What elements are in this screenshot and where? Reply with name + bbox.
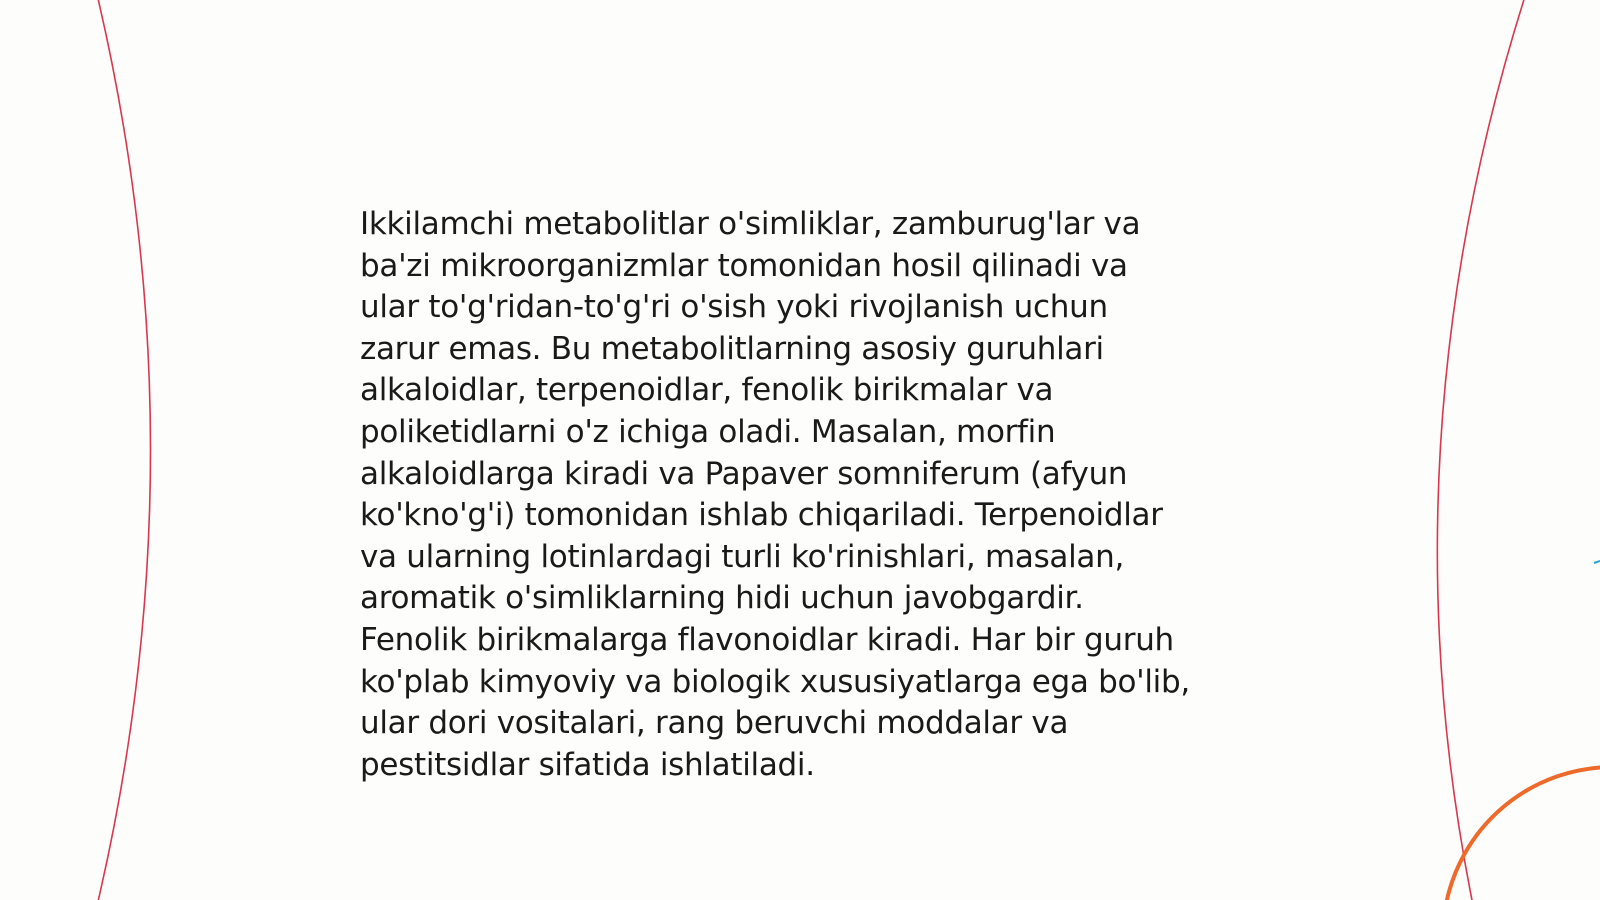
- right-curve-line: [1437, 0, 1527, 900]
- left-curve-line: [96, 0, 151, 900]
- body-paragraph: Ikkilamchi metabolitlar o'simliklar, zamburug'lar va ba'zi mikroorganizmlar tomonidan hosil qilinadi va ular to'g'ridan-to'g'ri o'sish yoki rivojlanish uchun zarur emas. Bu metabolitlarning asosiy guruhlari alkaloidlar, terpenoidlar, fenolik birikmalar va poliketidlarni o'z ichiga oladi. Masalan, morfin alkaloidlarga kiradi va Papaver somniferum (afyun ko'kno'g'i) tomonidan ishlab chiqariladi. Terpenoidlar va ularning lotinlardagi turli ko'rinishlari, masalan, aromatik o'simliklarning hidi uchun javobgardir. Fenolik birikmalarga flavonoidlar kiradi. Har bir guruh ko'plab kimyoviy va biologik xususiyatlarga ega bo'lib, ular dori vositalari, rang beruvchi moddalar va pestitsidlar sifatida ishlatiladi.: [360, 206, 1190, 783]
- blue-dot: [1594, 561, 1600, 563]
